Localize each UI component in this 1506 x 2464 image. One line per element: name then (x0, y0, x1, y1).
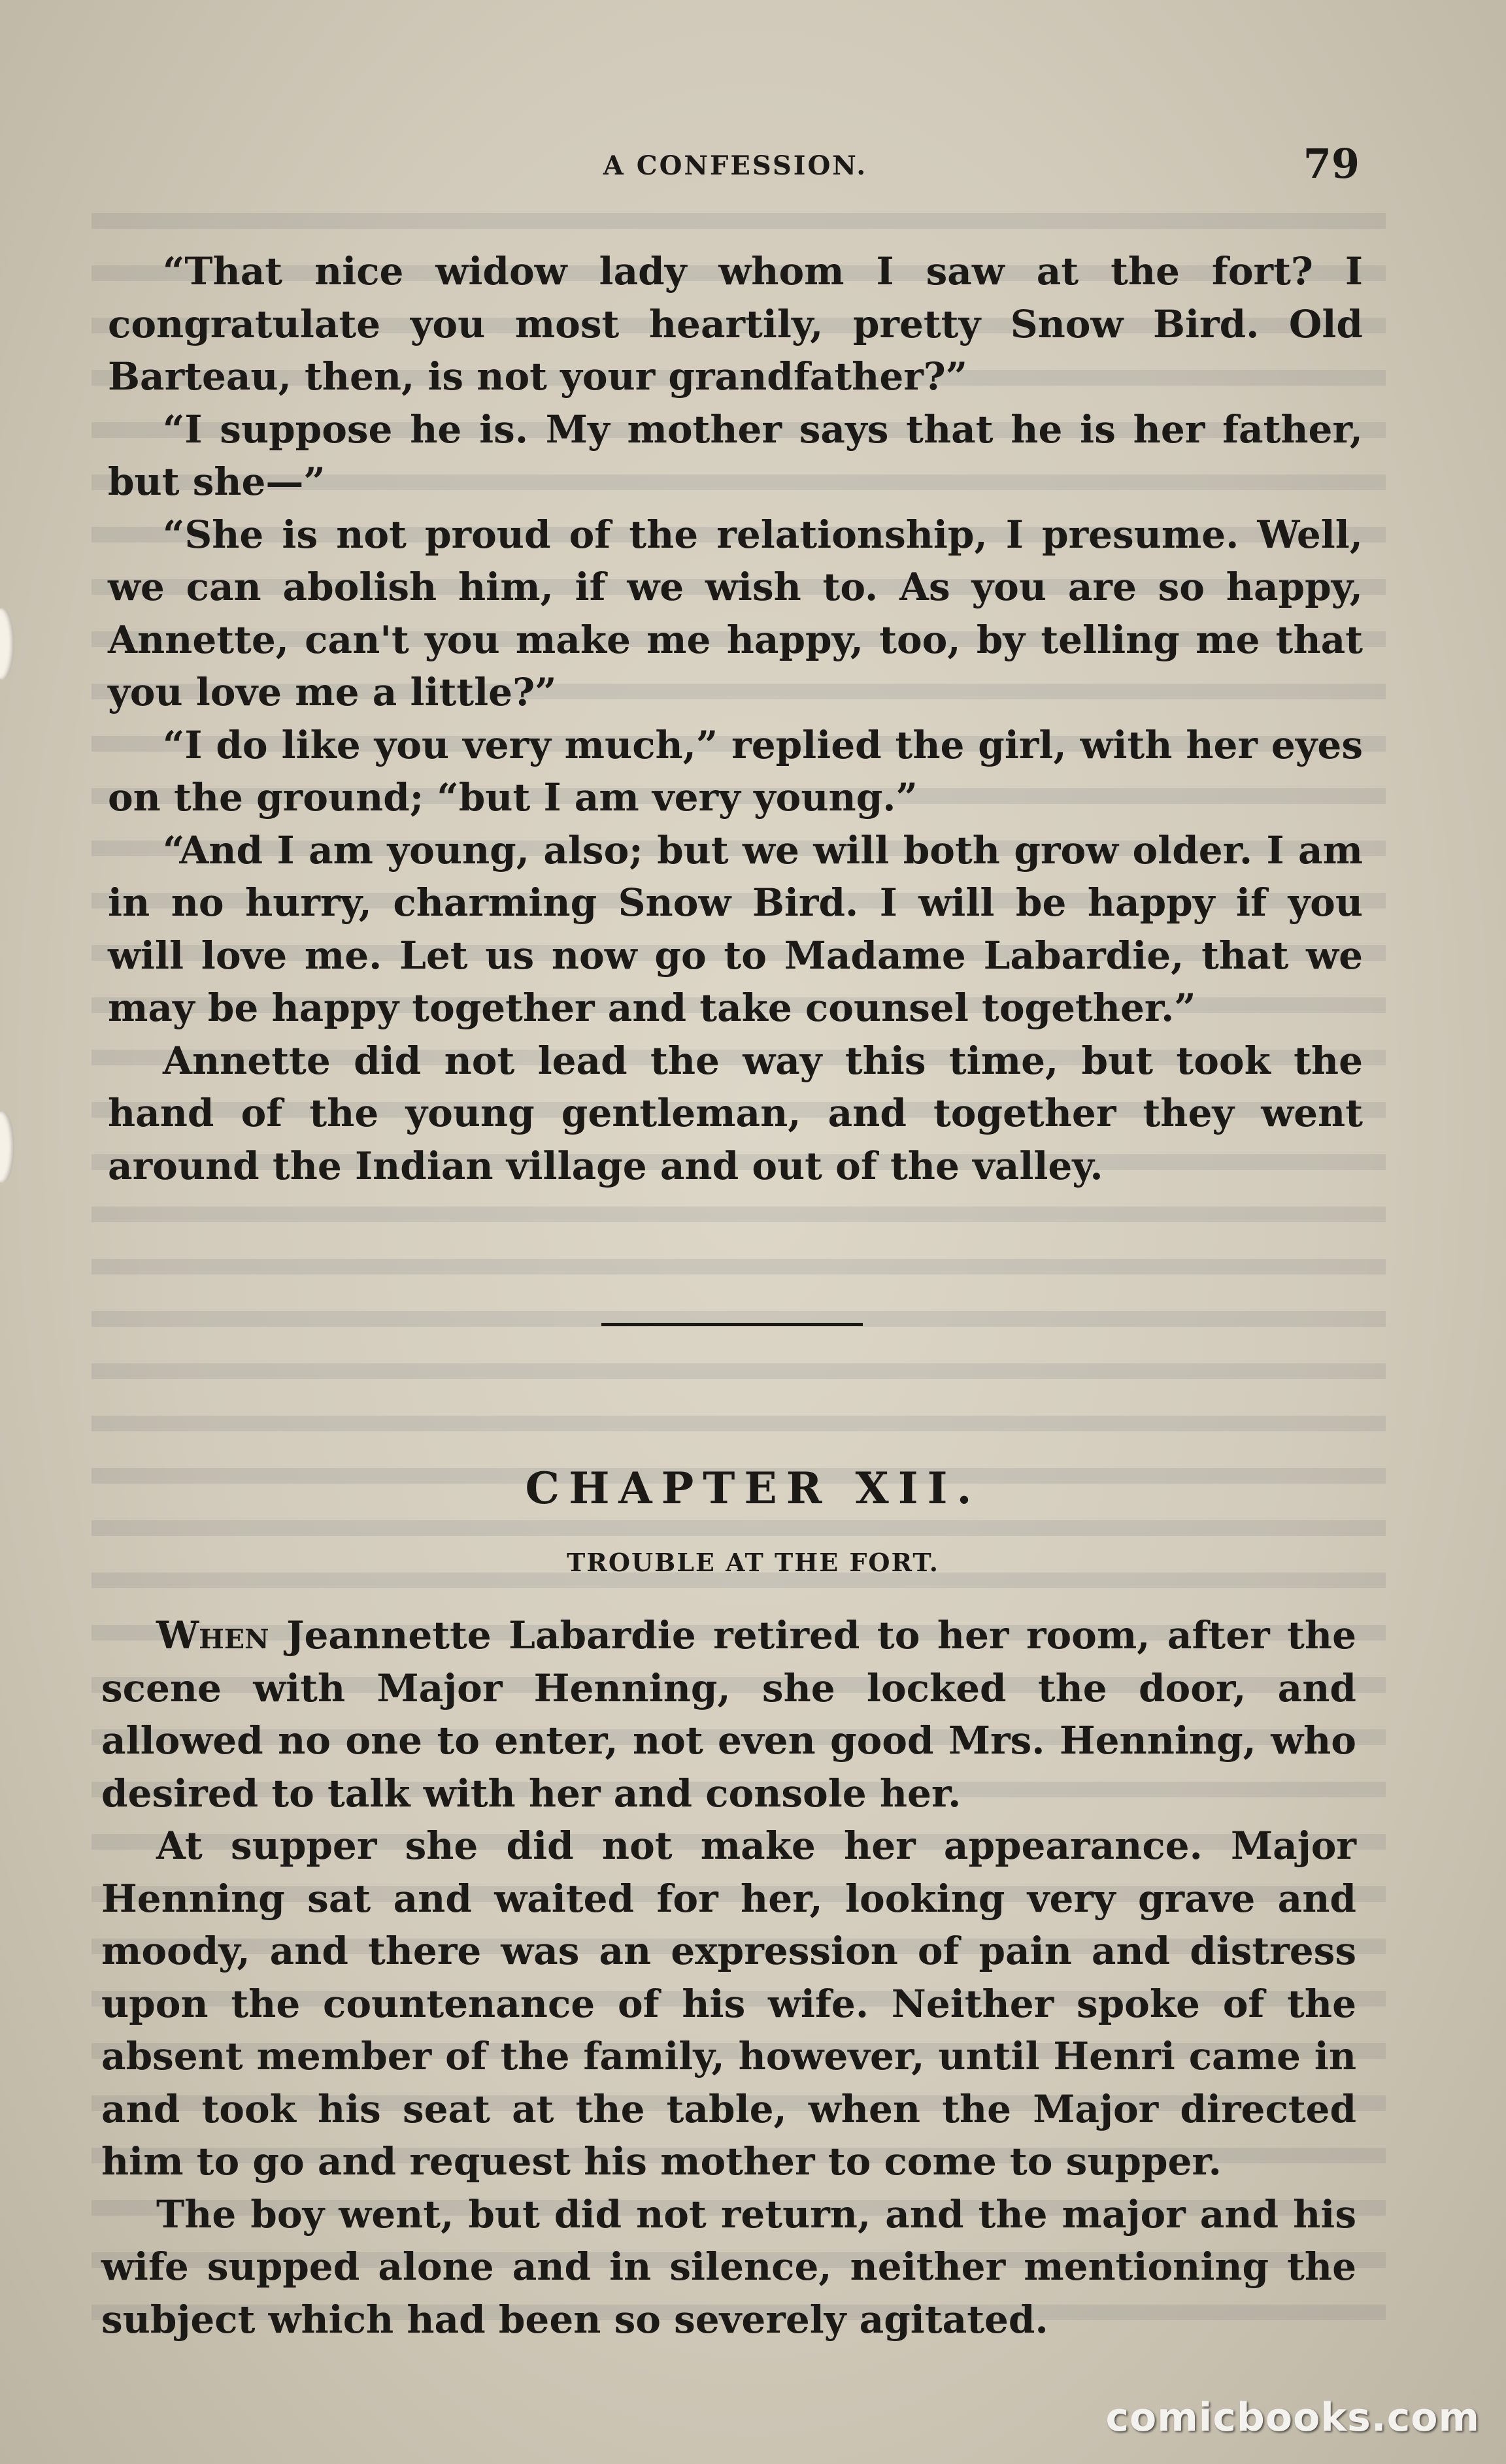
body-text-chapter (101, 1609, 1356, 2346)
opening-text: Jeannette Labardie retired to her room, after the scene with Major Henning, she locked the door, and allowed no one to enter, not even good Mrs. Henning, who desired to talk with her and console her. (101, 1613, 1356, 1816)
paragraph: At supper she did not make her appearance. Major Henning sat and waited for her, looking very grave and moody, and there was an expression of pain and distress upon the countenance of his wife. Neither spoke of the absent member of the family, however, until Henri came in and took his seat at the table, when the Major directed him to go and request his mother to come to supper. (101, 1823, 1356, 2184)
paragraph: Annette did not lead the way this time, but took the hand of the young gentleman, and together they went around the Indian village and out of the valley. (108, 1038, 1363, 1188)
running-head (111, 140, 1360, 191)
page-number: 79 (1303, 140, 1360, 188)
paragraph: “And I am young, also; but we will both grow older. I am in no hurry, charming Snow Bird. I will be happy if you will love me. Let us now go to Madame Labardie, that we may be happy together and take counsel together.” (108, 827, 1363, 1030)
paragraph: “I suppose he is. My mother says that he is her father, but she—” (108, 407, 1363, 504)
running-title: A CONFESSION. (603, 150, 868, 181)
watermark-text: comicbooks.com (1105, 2395, 1480, 2440)
paragraph-opening (101, 1609, 1356, 1820)
section-divider-rule (601, 1323, 863, 1326)
paragraph: “That nice widow lady whom I saw at the fort? I congratulate you most heartily, pretty Snow Bird. Old Barteau, then, is not your grandfather?” (108, 249, 1363, 399)
paragraph: “She is not proud of the relationship, I presume. Well, we can abolish him, if we wish to. As you are so happy, Annette, can't you make me happy, too, by telling me that you love me a little?” (108, 512, 1363, 714)
body-text-before-chapter (108, 245, 1363, 1192)
opening-word: When (156, 1613, 269, 1657)
paragraph: The boy went, but did not return, and the major and his wife supped alone and in silence, neither mentioning the subject which had been so severely agitated. (101, 2191, 1356, 2342)
paragraph: “I do like you very much,” replied the girl, with her eyes on the ground; “but I am very young.” (108, 722, 1363, 820)
chapter-title: CHAPTER XII. (525, 1463, 981, 1514)
chapter-subtitle: TROUBLE AT THE FORT. (566, 1548, 939, 1577)
